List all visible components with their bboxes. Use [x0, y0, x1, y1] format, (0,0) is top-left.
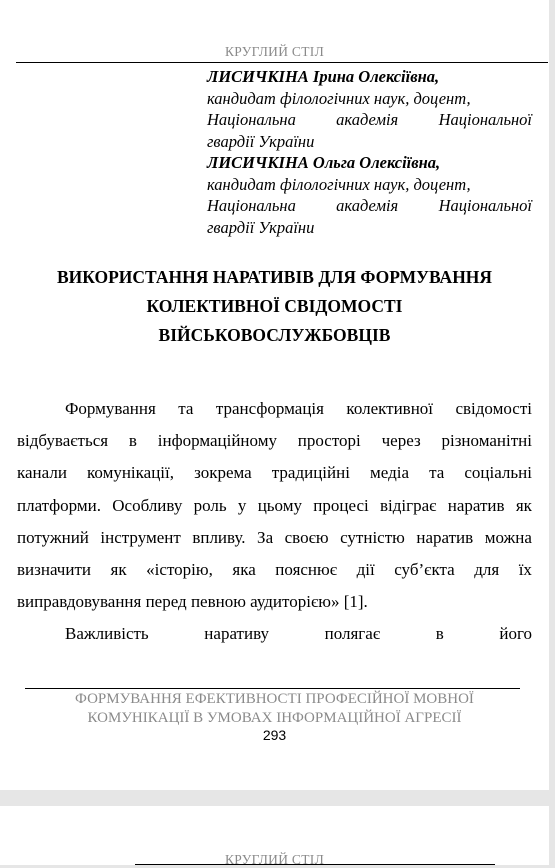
- body-word: свідомості: [455, 399, 532, 418]
- body-word: їх: [518, 560, 532, 580]
- body-word: зокрема: [194, 463, 252, 483]
- body-line: [17, 522, 532, 554]
- body-word: як: [515, 495, 532, 515]
- header-rule: [16, 62, 548, 63]
- body-line: [17, 554, 532, 586]
- running-head: КРУГЛИЙ СТІЛ: [224, 852, 325, 867]
- body-word: цьому: [257, 495, 302, 515]
- footer-line: ФОРМУВАННЯ ЕФЕКТИВНОСТІ ПРОФЕСІЙНОЇ МОВНОЇ: [75, 691, 474, 707]
- body-paragraphs: [17, 393, 532, 651]
- title-line: ВИКОРИСТАННЯ НАРАТИВІВ ДЛЯ ФОРМУВАННЯ: [56, 267, 493, 287]
- body-word: платформи.: [17, 495, 101, 515]
- body-word: просторі: [297, 431, 361, 451]
- author-name: ЛИСИЧКІНА Ольга Олексіївна,: [207, 153, 441, 172]
- page-number: 293: [262, 727, 287, 743]
- author-affiliation-end: гвардії України: [207, 217, 315, 237]
- body-word: впливу.: [192, 527, 246, 547]
- body-word: інструмент: [100, 527, 181, 547]
- body-line: [17, 393, 532, 425]
- footer-line: КОМУНІКАЦІЇ В УМОВАХ ІНФОРМАЦІЙНОЇ АГРЕСІЇ: [87, 709, 462, 726]
- body-word: За: [257, 527, 274, 547]
- body-word: дії: [356, 560, 375, 580]
- title-line: КОЛЕКТИВНОЇ СВІДОМОСТІ: [146, 296, 403, 316]
- body-word: Особливу: [112, 495, 183, 515]
- body-word: роль: [193, 495, 227, 515]
- body-word: та: [178, 399, 194, 418]
- footer-rule: [25, 688, 520, 689]
- body-word: можна: [484, 527, 532, 547]
- body-line: [17, 425, 532, 457]
- body-word: суб’єкта: [394, 560, 455, 580]
- author-name: ЛИСИЧКІНА Ірина Олексіївна,: [207, 67, 440, 86]
- body-word: процесі: [313, 495, 369, 515]
- body-word: наратив: [447, 495, 505, 515]
- footer-title: [0, 690, 549, 727]
- body-word: через: [381, 431, 421, 451]
- body-word: визначити: [17, 560, 91, 580]
- body-word: відбувається: [17, 431, 109, 451]
- body-word: відіграє: [380, 495, 437, 515]
- author-degree: кандидат філологічних наук, доцент,: [207, 88, 471, 108]
- body-word: колективної: [346, 399, 434, 418]
- body-word: Формування: [65, 399, 156, 418]
- body-word: традиційні: [271, 463, 350, 483]
- body-word: канали: [17, 463, 67, 483]
- body-word: пояснює: [275, 560, 338, 580]
- body-line: [17, 490, 532, 522]
- author-affiliation: Національна академія Національної: [207, 110, 532, 129]
- body-word: полягає: [324, 624, 381, 644]
- body-word: соціальні: [464, 463, 532, 483]
- body-line: [17, 618, 532, 650]
- body-word: Важливість: [65, 624, 149, 644]
- body-line: [17, 457, 532, 489]
- body-word: інформаційному: [157, 431, 277, 451]
- title-line: ВІЙСЬКОВОСЛУЖБОВЦІВ: [158, 325, 391, 345]
- body-word: своєю: [284, 527, 329, 547]
- author-affiliation: Національна академія Національної: [207, 196, 532, 215]
- article-title: [17, 263, 532, 350]
- body-word: потужний: [17, 527, 89, 547]
- body-word: наративу: [204, 624, 270, 644]
- body-word: комунікації,: [87, 463, 174, 483]
- body-word: в: [128, 431, 137, 451]
- body-word: медіа: [370, 463, 410, 483]
- body-word: його: [499, 624, 532, 644]
- body-line: [17, 586, 532, 618]
- body-word: яка: [232, 560, 256, 580]
- author-affiliation-end: гвардії України: [207, 131, 315, 151]
- body-word: у: [237, 495, 247, 515]
- body-word: виправдовування перед певною аудиторією» [1].: [17, 592, 368, 612]
- body-word: в: [435, 624, 444, 644]
- body-word: як: [110, 560, 127, 580]
- body-word: сутністю: [340, 527, 405, 547]
- body-word: різноманітні: [441, 431, 532, 451]
- running-head: КРУГЛИЙ СТІЛ: [224, 44, 325, 59]
- body-word: та: [429, 463, 445, 483]
- body-word: для: [474, 560, 500, 580]
- author-block: [207, 66, 532, 238]
- body-word: «історію,: [146, 560, 213, 580]
- author-degree: кандидат філологічних наук, доцент,: [207, 174, 471, 194]
- next-page: [0, 806, 549, 865]
- body-word: наратив: [416, 527, 474, 547]
- body-word: трансформація: [215, 399, 324, 418]
